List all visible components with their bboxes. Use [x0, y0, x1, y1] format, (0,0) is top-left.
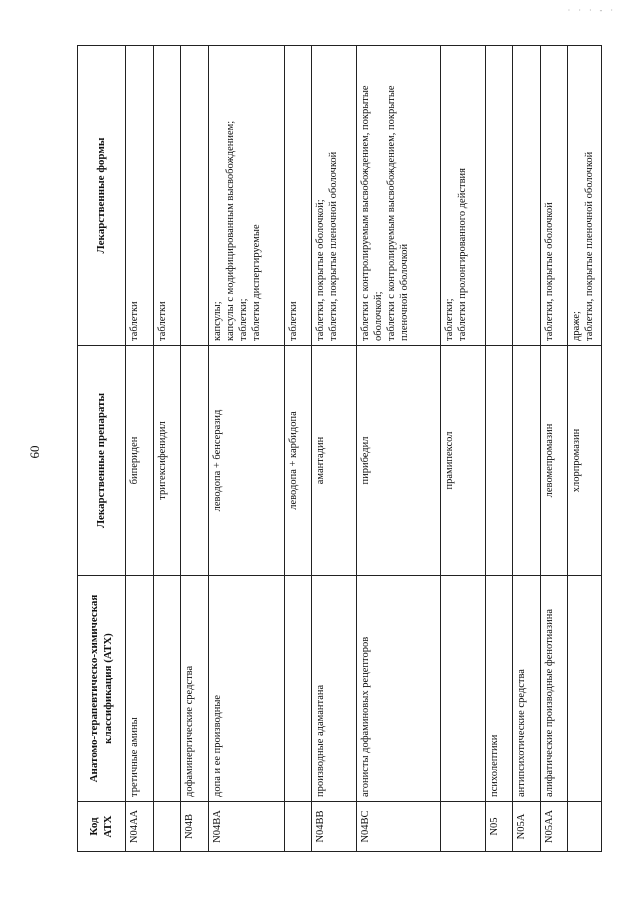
cell-forms	[513, 46, 541, 346]
cell-code: N04AA	[126, 802, 154, 852]
table-row	[441, 46, 485, 852]
form-line: таблетки, покрытые пленочной оболочкой	[328, 151, 340, 341]
form-line: таблетки с контролируемым высвобождением, покрытые оболочкой;	[359, 85, 384, 341]
cell-drug: пирибедил	[356, 346, 441, 576]
cell-classification: производные адамантана	[312, 576, 356, 802]
cell-drug: хлорпромазин	[568, 346, 602, 576]
cell-forms	[441, 46, 485, 346]
table-row	[312, 46, 356, 852]
cell-classification: дофаминергические средства	[181, 576, 209, 802]
cell-forms	[181, 46, 209, 346]
form-line: таблетки, покрытые оболочкой;	[315, 199, 327, 341]
cell-classification: третичные амины	[126, 576, 154, 802]
cell-drug: леводопа + карбидопа	[284, 346, 312, 576]
cell-code: N04B	[181, 802, 209, 852]
form-line: таблетки	[129, 301, 140, 341]
cell-code: N05	[485, 802, 513, 852]
header-drugs: Лекарственные препараты	[78, 346, 126, 576]
form-line: таблетки;	[237, 298, 249, 341]
table-row	[513, 46, 541, 852]
form-line: капсулы;	[211, 301, 223, 341]
cell-drug: левомепромазин	[540, 346, 568, 576]
form-line: таблетки	[287, 301, 299, 341]
cell-code: N05A	[513, 802, 541, 852]
form-line: таблетки, покрытые оболочкой	[543, 202, 555, 341]
cell-classification	[153, 576, 181, 802]
cell-classification	[284, 576, 312, 802]
table-row	[181, 46, 209, 852]
cell-code: N04BC	[356, 802, 441, 852]
form-line: таблетки с контролируемым высвобождением, покрытые пленочной оболочкой	[385, 85, 410, 341]
cell-classification	[441, 576, 485, 802]
cell-code	[441, 802, 485, 852]
cell-forms	[284, 46, 312, 346]
cell-drug	[513, 346, 541, 576]
table-row	[153, 46, 181, 852]
cell-drug	[485, 346, 513, 576]
table-row	[356, 46, 441, 852]
page-number: 60	[27, 445, 42, 459]
form-line: таблетки, покрытые пленочной оболочкой	[584, 151, 596, 341]
cell-code: N04BA	[208, 802, 284, 852]
scan-marks: · · · - ·	[567, 6, 616, 15]
cell-classification: психолептики	[485, 576, 513, 802]
form-line: таблетки;	[444, 298, 456, 341]
table-row	[208, 46, 284, 852]
form-line: таблетки диспергируемые	[250, 224, 262, 341]
header-code: Код АТХ	[78, 802, 126, 852]
table-row	[485, 46, 513, 852]
drug-table	[77, 45, 602, 852]
cell-drug: бипериден	[126, 346, 154, 576]
table-row	[126, 46, 154, 852]
cell-classification	[568, 576, 602, 802]
table-row	[540, 46, 568, 852]
cell-forms	[485, 46, 513, 346]
header-classification: Анатомо-терапевтическо-химическая классификация (АТХ)	[78, 576, 126, 802]
cell-classification: алифатические производные фенотиазина	[540, 576, 568, 802]
cell-classification: агонисты дофаминовых рецепторов	[356, 576, 441, 802]
cell-code: N05AA	[540, 802, 568, 852]
table-header-row	[78, 46, 126, 852]
cell-drug: амантадин	[312, 346, 356, 576]
table-row	[284, 46, 312, 852]
cell-code	[153, 802, 181, 852]
cell-forms	[540, 46, 568, 346]
header-forms: Лекарственные формы	[78, 46, 126, 346]
form-line: таблетки пролонгированного действия	[457, 168, 469, 341]
cell-code: N04BB	[312, 802, 356, 852]
form-line: капсулы с модифицированным высвобождением;	[224, 120, 236, 341]
cell-forms	[153, 46, 181, 346]
form-line: таблетки	[156, 301, 168, 341]
cell-code	[568, 802, 602, 852]
cell-forms	[126, 46, 154, 346]
cell-classification: антипсихотические средства	[513, 576, 541, 802]
cell-drug	[181, 346, 209, 576]
cell-drug: прамипексол	[441, 346, 485, 576]
cell-code	[284, 802, 312, 852]
cell-drug: леводопа + бенсеразид	[208, 346, 284, 576]
drug-table-container	[77, 46, 602, 852]
cell-forms	[312, 46, 356, 346]
cell-drug: тригексифенидил	[153, 346, 181, 576]
table-row	[568, 46, 602, 852]
cell-forms	[568, 46, 602, 346]
cell-classification: допа и ее производные	[208, 576, 284, 802]
cell-forms	[356, 46, 441, 346]
form-line: драже;	[571, 311, 583, 341]
cell-forms	[208, 46, 284, 346]
